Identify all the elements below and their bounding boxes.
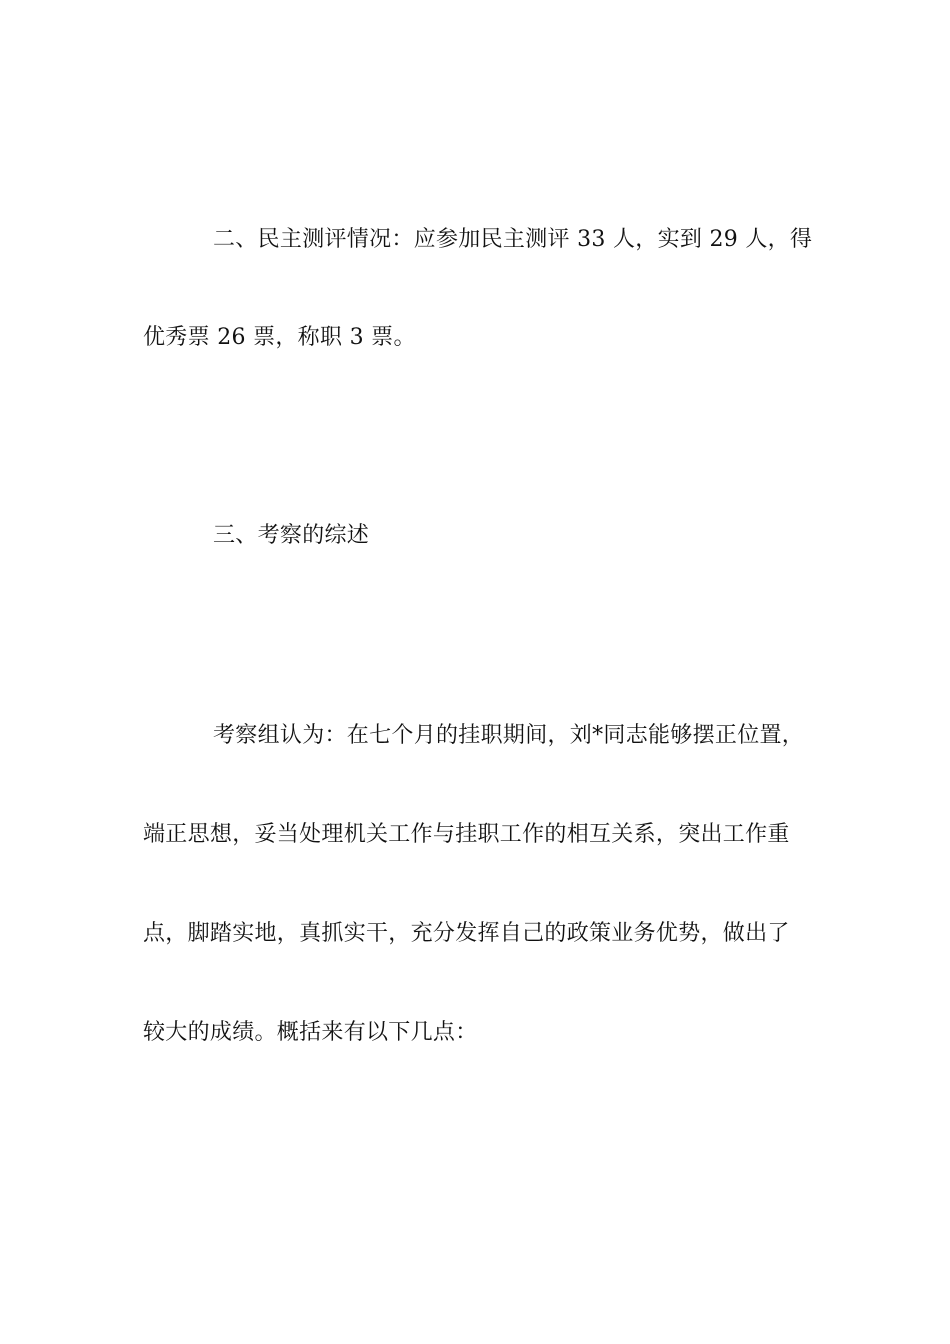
conclusion-line-3: 点，脚踏实地，真抓实干，充分发挥自己的政策业务优势，做出了 bbox=[143, 921, 790, 946]
section3-heading: 三、考察的综述 bbox=[213, 523, 370, 548]
conclusion-line-2: 端正思想，妥当处理机关工作与挂职工作的相互关系，突出工作重 bbox=[143, 822, 790, 847]
section2-line-2: 优秀票 26 票，称职 3 票。 bbox=[143, 325, 416, 350]
section2-line-1: 二、民主测评情况：应参加民主测评 33 人，实到 29 人，得 bbox=[213, 227, 813, 252]
conclusion-line-4: 较大的成绩。概括来有以下几点： bbox=[143, 1020, 478, 1045]
conclusion-line-1: 考察组认为：在七个月的挂职期间，刘*同志能够摆正位置， bbox=[213, 723, 805, 748]
